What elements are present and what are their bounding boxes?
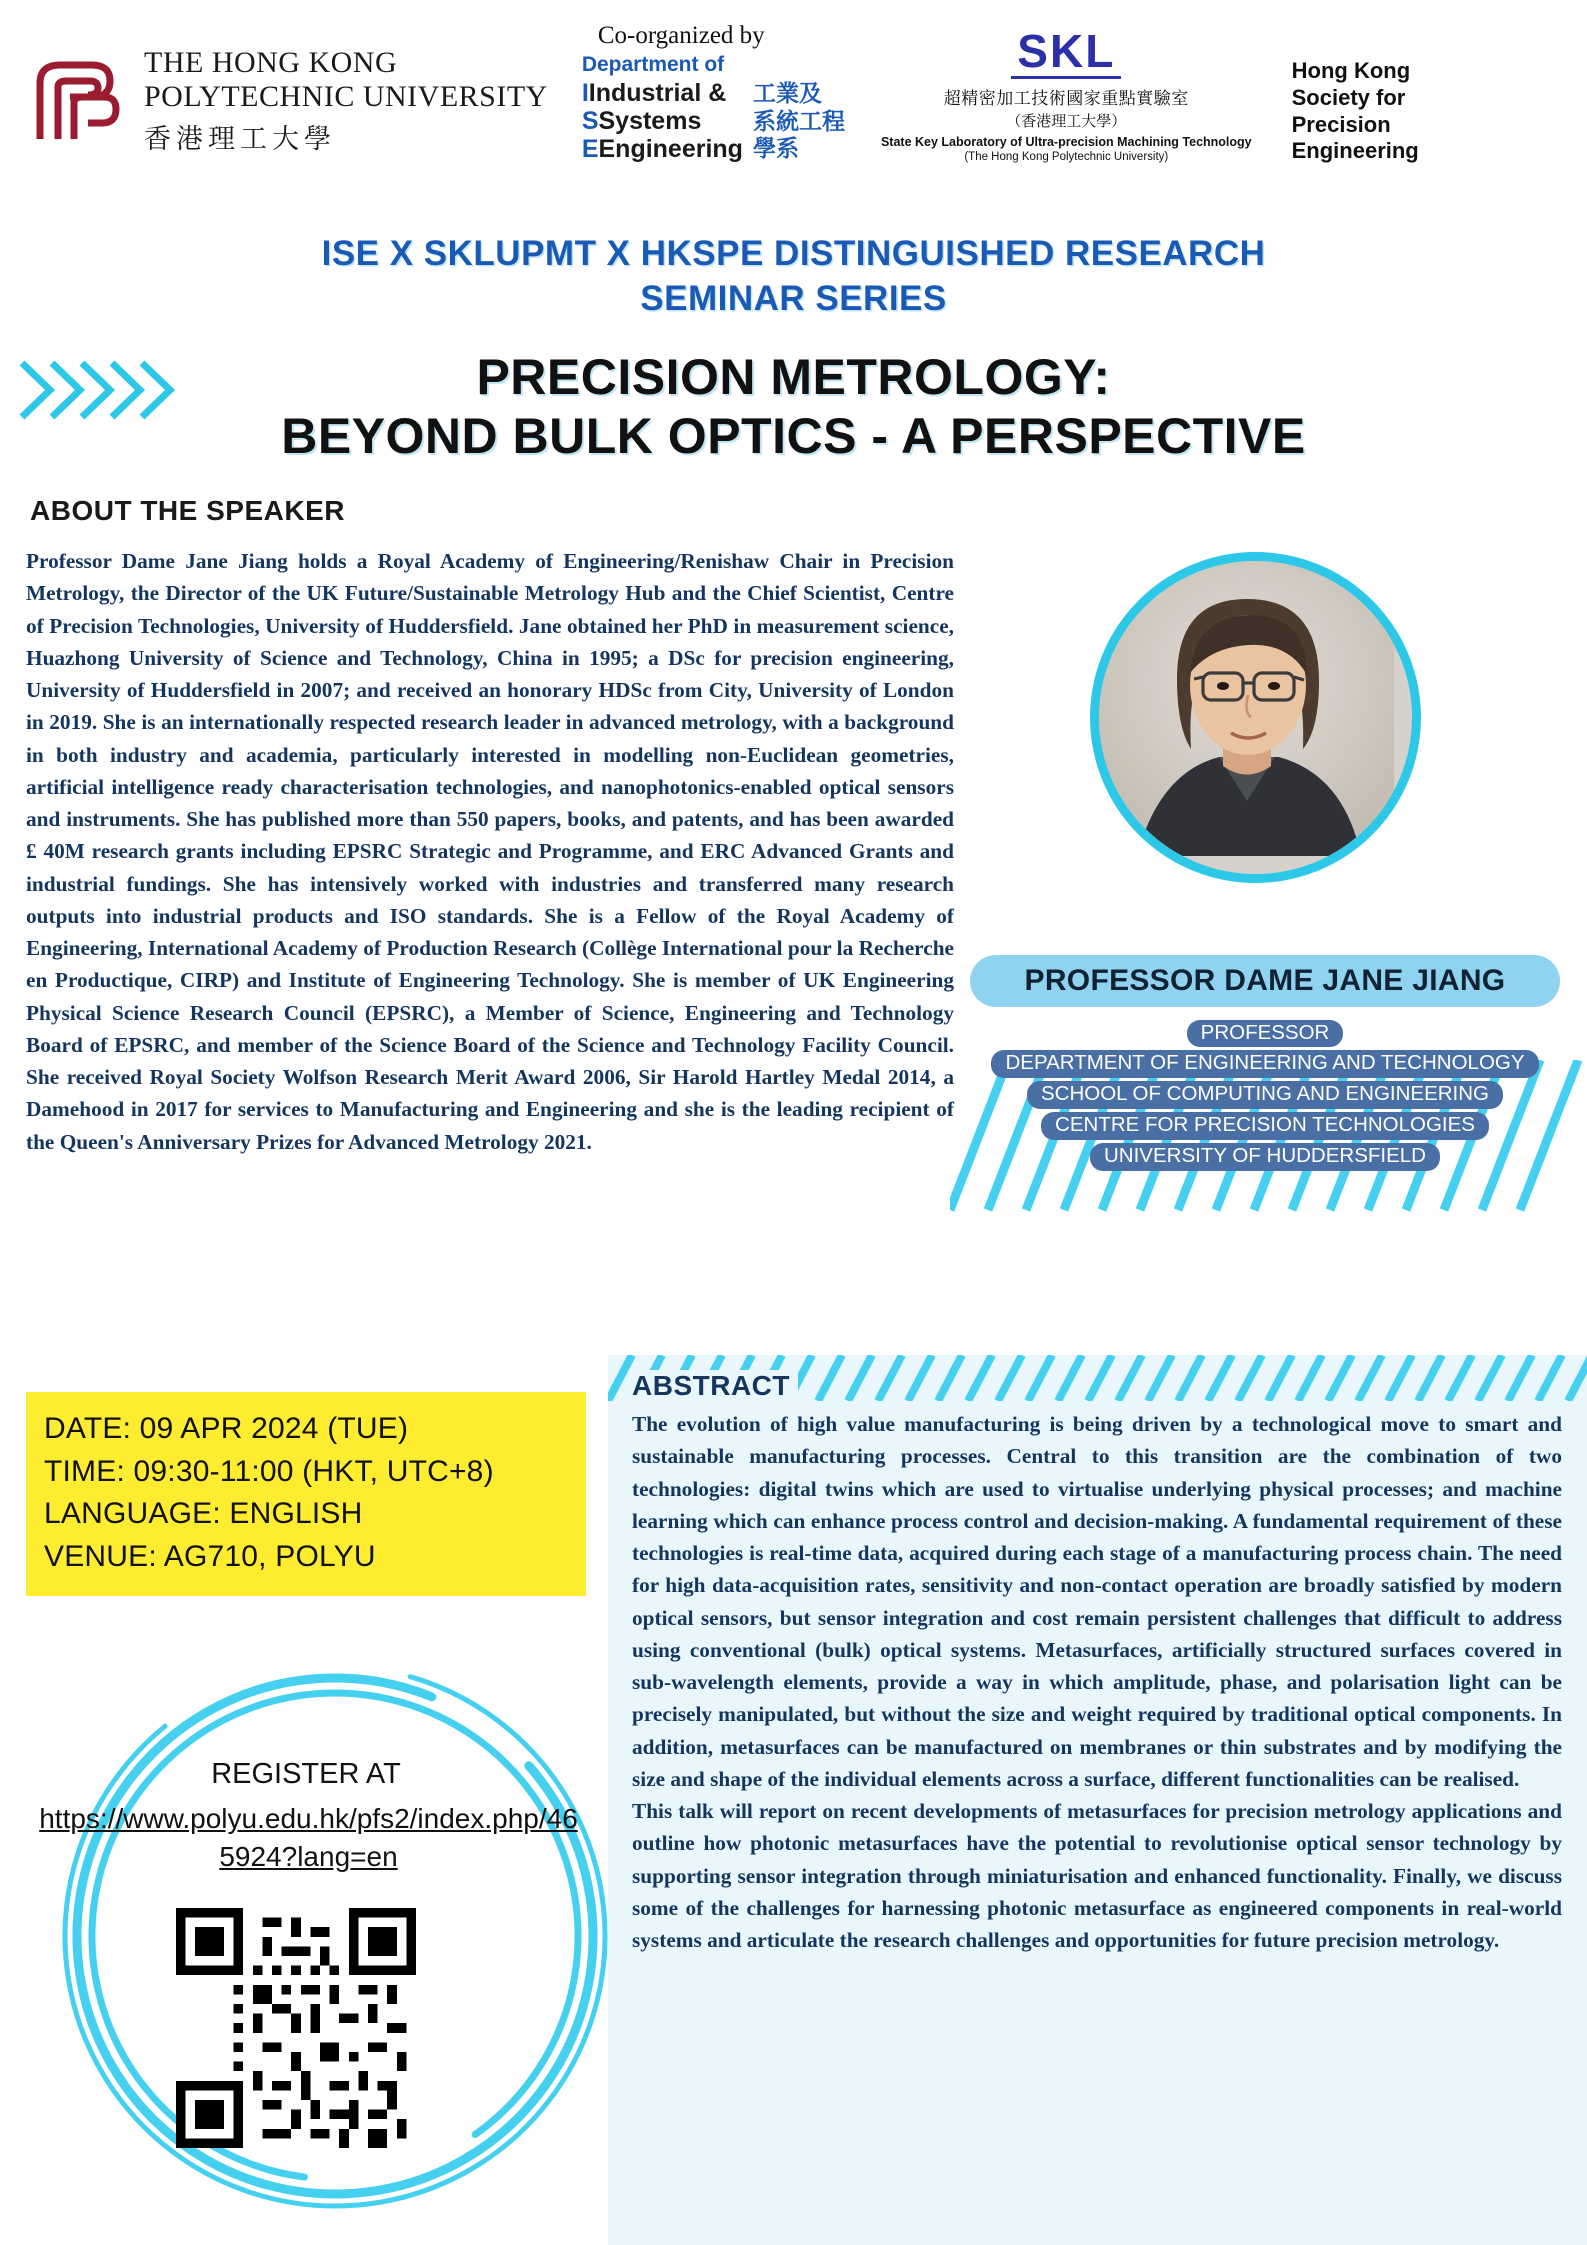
hkspe-line-4: Engineering	[1291, 138, 1419, 164]
department-label: Department of	[581, 53, 725, 76]
about-speaker-heading: ABOUT THE SPEAKER	[30, 495, 345, 526]
ise-name-chinese	[753, 81, 845, 164]
abstract-paragraph-2: This talk will report on recent developments of metasurfaces for precision metrology applications and outline how photonic metasurfaces have the potential to revolutionise optical sensor technology by supporting sensor integration through miniaturisation and enhanced functionality. Finally, we discuss some of the challenges for harnessing photonic metasurface as engineered components in real-world systems and articulate the research challenges and opportunities for future precision metrology.	[632, 1799, 1562, 1952]
page-title	[0, 348, 1587, 466]
affiliation-line-4: CENTRE FOR PRECISION TECHNOLOGIES	[1041, 1112, 1489, 1140]
hkspe-line-2: Society for	[1291, 84, 1406, 110]
ise-name: IIndustrial & SSystems EEngineering	[581, 79, 743, 163]
event-venue: VENUE: AG710, POLYU	[44, 1539, 376, 1573]
affiliation-line-5: UNIVERSITY OF HUDDERSFIELD	[1090, 1143, 1440, 1171]
skl-english-affiliation: (The Hong Kong Polytechnic University)	[964, 151, 1169, 163]
ise-line-3: Engineering	[598, 135, 743, 163]
abstract-paragraph-1: The evolution of high value manufacturing is being driven by a technological move to smart and sustainable manufacturing processes. Central to this transition are the combination of two technologies: digital twins which are used to virtualise underlying physical processes; and machine learning which can enhance process control and decision-making. A fundamental requirement of these technologies is real-time data, acquired during each stage of a manufacturing process chain. The need for high data-acquisition rates, sensitivity and non-contact operation are broadly satisfied by modern optical sensors, but sensor integration and cost remain persistent challenges that difficult to address using conventional (bulk) optical systems. Metasurfaces, artificially structured surfaces covered in sub-wavelength elements, provide a way in which amplitude, phase, and polarisation light can be precisely manipulated, but without the size and weight required by traditional optical components. In addition, metasurfaces can be manufactured on membranes or thin substrates and by modifying the size and shape of the individual elements across a surface, different functionalities can be realised.	[632, 1412, 1562, 1791]
event-time: TIME: 09:30-11:00 (HKT, UTC+8)	[44, 1454, 494, 1488]
affiliation-line-2: DEPARTMENT OF ENGINEERING AND TECHNOLOGY	[991, 1050, 1538, 1078]
skl-chinese-name: 超精密加工技術國家重點實驗室	[943, 89, 1189, 109]
speaker-portrait-image	[1099, 561, 1412, 874]
abstract-heading: ABSTRACT	[632, 1370, 798, 1402]
speaker-photo	[1090, 552, 1421, 883]
abstract-body	[632, 1408, 1562, 1956]
series-title-line1: ISE X SKLUPMT X HKSPE DISTINGUISHED RESEARCH	[321, 234, 1266, 273]
coorganized-label: Co-organized by	[597, 22, 765, 49]
event-details-box	[26, 1392, 586, 1596]
ise-cn-line3: 學系	[752, 136, 799, 163]
affiliation-line-1: PROFESSOR	[1187, 1020, 1344, 1048]
registration-qr-code[interactable]	[176, 1908, 416, 2148]
polyu-name-chinese: 香港理工大學	[144, 124, 336, 156]
poster-header	[0, 18, 1587, 178]
polyu-name-line1: THE HONG KONG	[144, 46, 398, 79]
hkspe-line-3: Precision	[1291, 111, 1391, 137]
polyu-name-line2: POLYTECHNIC UNIVERSITY	[144, 79, 548, 113]
skl-logo-block	[880, 25, 1252, 163]
event-date: DATE: 09 APR 2024 (TUE)	[44, 1412, 409, 1445]
ise-line-2: Systems	[598, 107, 702, 135]
registration-link[interactable]: https://www.polyu.edu.hk/pfs2/index.php/465924?lang=en	[39, 1803, 578, 1873]
event-language: LANGUAGE: ENGLISH	[44, 1497, 363, 1531]
hkspe-block	[1292, 58, 1419, 165]
skl-english-name: State Key Laboratory of Ultra-precision Machining Technology	[880, 135, 1252, 149]
coorganizer-block	[582, 22, 845, 164]
affiliation-line-3: SCHOOL OF COMPUTING AND ENGINEERING	[1027, 1081, 1503, 1109]
ise-cn-line2: 系統工程	[752, 108, 845, 135]
series-title	[0, 232, 1587, 322]
polyu-logo	[30, 46, 548, 156]
hkspe-line-1: Hong Kong	[1291, 58, 1411, 83]
series-title-line2: SEMINAR SERIES	[640, 278, 947, 318]
skl-wordmark: SKL	[1011, 28, 1121, 79]
polyu-emblem-icon	[30, 53, 126, 149]
speaker-biography: Professor Dame Jane Jiang holds a Royal Academy of Engineering/Renishaw Chair in Precision Metrology, the Director of the UK Future/Sustainable Metrology Hub and the Chief Scientist, Centre of Precision Technologies, University of Huddersfield. Jane obtained her PhD in measurement science, Huazhong University of Science and Technology, China in 1995; a DSc for precision engineering, University of Huddersfield in 2007; and received an honorary HDSc from City, University of London in 2019. She is an internationally respected research leader in advanced metrology, with a background in both industry and academia, particularly interested in modelling non-Euclidean geometries, artificial intelligence ready characterisation technologies, and nanophotonics-enabled optical sensors and instruments. She has published more than 550 papers, books, and patents, and has been awarded £ 40M research grants including EPSRC Strategic and Programme, and ERC Advanced Grants and industrial fundings. She has intensively worked with industries and transferred many research outputs into industrial products and ISO standards. She is a Fellow of the Royal Academy of Engineering, International Academy of Production Research (Collège International pour la Recherche en Productique, CIRP) and Institute of Engineering Technology. She is member of UK Engineering Physical Science Research Council (EPSRC), a Member of Science, Engineering and Technology Board of EPSRC, and member of the Science Board of the Science and Technology Facility Council. She received Royal Society Wolfson Research Merit Award 2006, Sir Harold Hartley Medal 2014, a Damehood in 2017 for services to Manufacturing and Engineering and she is the leading recipient of the Queen's Anniversary Prizes for Advanced Metrology 2021.	[26, 549, 954, 1154]
main-title-line1: PRECISION METROLOGY:	[476, 349, 1111, 405]
ise-cn-line1: 工業及	[752, 81, 822, 107]
main-title-line2: BEYOND BULK OPTICS - A PERSPECTIVE	[281, 408, 1306, 464]
register-label: REGISTER AT	[211, 1758, 401, 1790]
speaker-affiliations	[970, 1018, 1560, 1173]
speaker-name-banner: PROFESSOR DAME JANE JIANG	[970, 955, 1560, 1007]
ise-line-1: Industrial &	[588, 79, 727, 107]
skl-chinese-affiliation: （香港理工大學）	[1006, 112, 1127, 130]
